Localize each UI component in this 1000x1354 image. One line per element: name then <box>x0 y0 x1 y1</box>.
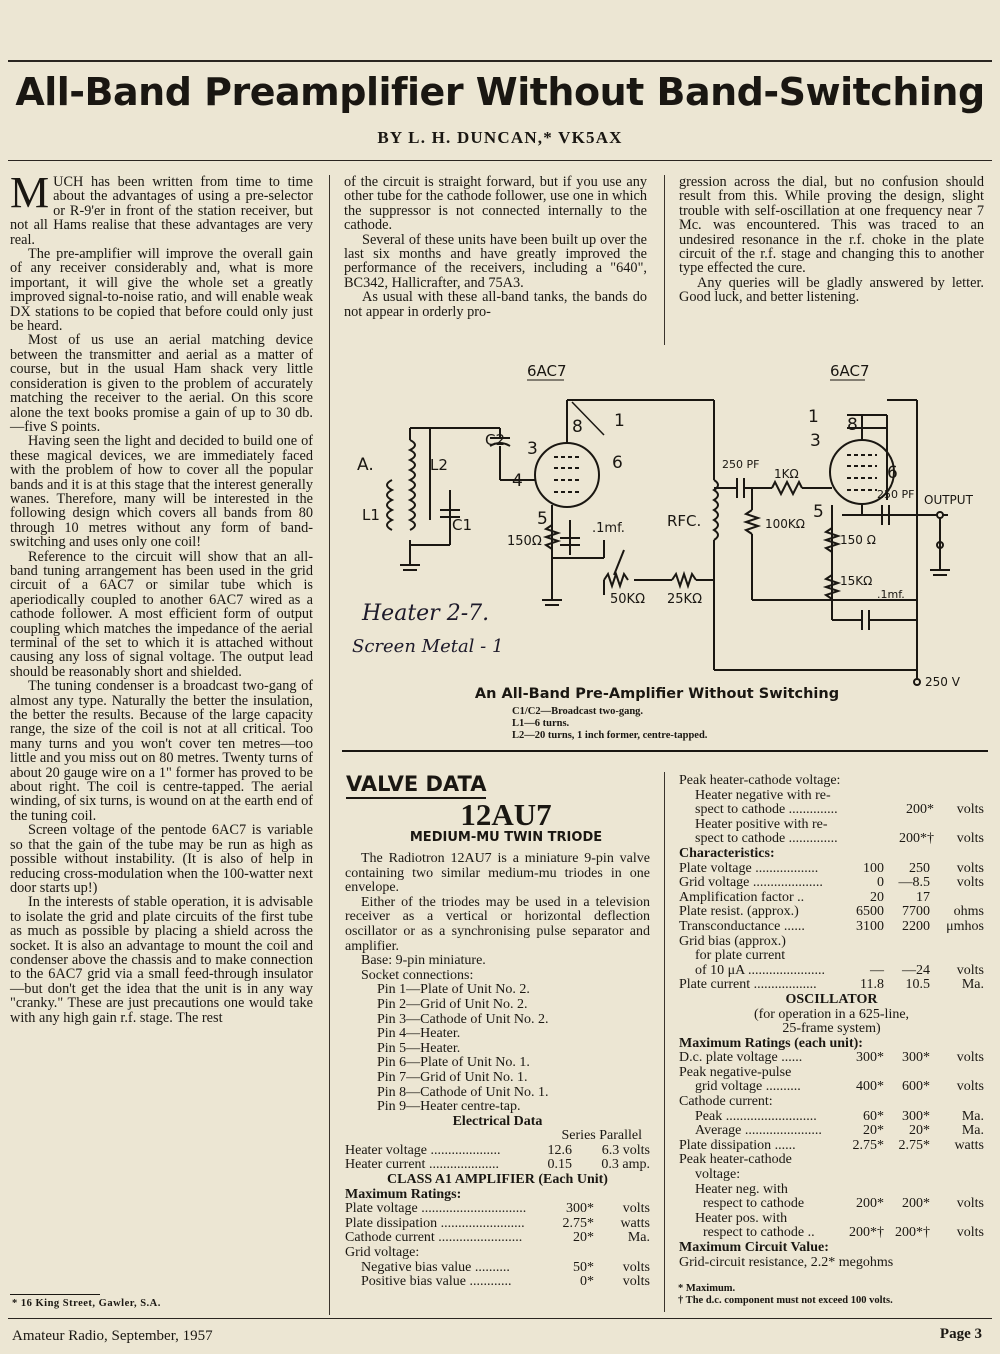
figure-caption: An All-Band Pre-Amplifier Without Switching <box>474 686 840 702</box>
paragraph: The tuning condenser is a broadcast two-gang of almost any type. Naturally the better the insulation, the better the results. Because of the large capacity range, the size of the coil is not at all critical. Too many turns and you won't cover ten metres—too little and you miss out on 80 metres. Twenty turns of about 20 gauge wire on a 1" former has proved to be about right. The coil is centre-tapped. The aerial winding, of six turns, is wound on at the earth end of the tuning coil. <box>10 678 313 824</box>
footer-rule <box>8 1318 992 1319</box>
handwritten-note: Heater 2-7. <box>362 601 490 626</box>
svg-text:5: 5 <box>537 509 548 529</box>
paragraph: Any queries will be gladly answered by letter. Good luck, and better listening. <box>679 274 984 306</box>
svg-text:.1mf.: .1mf. <box>877 588 905 601</box>
page-number: Page 3 <box>939 1326 982 1342</box>
byline: BY L. H. DUNCAN,* VK5AX <box>377 128 623 147</box>
valve-name: 12AU7 <box>460 797 552 832</box>
data-row: Plate dissipation ........................ 2.75* watts <box>345 1215 650 1231</box>
svg-text:L2: L2 <box>430 456 448 474</box>
footnote-rule <box>10 1294 100 1295</box>
title-rule <box>8 160 992 161</box>
section-rule <box>342 750 988 752</box>
valve-footnotes: * Maximum. † The d.c. component must not exceed 100 volts. <box>678 1283 893 1306</box>
data-row: Positive bias value ............ 0* volts <box>361 1274 650 1290</box>
top-rule <box>8 60 992 62</box>
pin-list: Pin 1—Plate of Unit No. 2. Pin 2—Grid of Unit No. 2. Pin 3—Cathode of Unit No. 2. Pin 4—Heater. Pin 5—Heater. Pin 6—Plate of Unit No. 1. Pin 7—Grid of Unit No. 1. Pin 8—Cathode of Unit No. 1. Pin 9—Heater centre-tap. <box>377 982 549 1115</box>
svg-text:C1: C1 <box>452 516 473 534</box>
paragraph-intro: MUCH has been written from time to time about the advantages of using a pre-selector or R-9'er in front of the station receiver, but not all Hams realise that these advantages are very real. <box>10 168 313 248</box>
paragraph: The pre-amplifier will improve the overall gain of any receiver considerably and, what is more important, it will give the whole set a greatly improved signal-to-noise ratio, and will enable weak DX stations to be copied that before could only just be heard. <box>10 246 313 335</box>
column-divider <box>329 175 330 1315</box>
tube1-label: 6AC7 <box>527 362 567 380</box>
author-footnote: * 16 King Street, Gawler, S.A. <box>12 1298 161 1309</box>
paragraph: In the interests of stable operation, it is advisable to isolate the grid and plate circuits of the first tube as much as possible by placing a shield across the socket. It is also an advantage to mount the coil and condenser above the chassis and to make connection to the 6AC7 grid via a small feed-through insulator—but don't get the idea that the unit is in any way "cranky." These are just precautions one would take with any high gain r.f. stage. The rest <box>10 894 313 1026</box>
svg-text:1KΩ: 1KΩ <box>774 467 799 481</box>
svg-text:5: 5 <box>813 502 824 522</box>
data-row: Cathode current ........................ 20* Ma. <box>345 1230 650 1246</box>
tube1-envelope <box>535 443 599 507</box>
svg-text:15KΩ: 15KΩ <box>840 574 873 588</box>
valve-data-heading: VALVE DATA <box>346 772 486 799</box>
svg-text:.1mf.: .1mf. <box>592 521 625 536</box>
paragraph: Screen voltage of the pentode 6AC7 is variable so that the gain of the tube may be run as high as possible without instability. (It is also of help in reducing cross-modulation when the 100-watter next door starts up!) <box>10 822 313 896</box>
column-3 <box>679 175 984 305</box>
valve-data-col-a: The Radiotron 12AU7 is a miniature 9-pin valve containing two similar medium-mu triodes in one envelope. Either of the triodes may be used in a television receiver as a vertical or horizontal deflection oscillator or as a synchronising pulse separator and amplifier. Base: 9-pin miniature. Socket connections: Pin 1—Plate of Unit No. 2. Pin 2—Grid of Unit No. 2. Pin 3—Cathode of Unit No. 2. Pin 4—Heater. Pin 5—Heater. Pin 6—Plate of Unit No. 1. Pin 7—Grid of Unit No. 1. Pin 8—Cathode of Unit No. 1. Pin 9—Heater centre-tap. Electrical Data Series Parallel Heater voltage .................... 12.6 6.3 volts Heater current .................... 0.15 0.3 amp. CLASS A1 AMPLIFIER (Each Unit) Maximum Ratings: Plate voltage .............................. 300* volts Plate dissipation ........................ 2.75* watts Cathode current ........................ 20* Ma. Grid voltage: Negative bias value .......... 50* volts Positive bias value ............ 0* volts <box>345 851 650 1290</box>
paragraph: Having seen the light and decided to build one of these magical devices, we are immediately faced with the problem of how to cover all the popular bands and it is at this stage that the interest generally wanes. Therefore, many will be interested in the following design which covers all bands from 80 through 10 metres without any form of band-switching and uses only one coil! <box>10 433 313 551</box>
svg-text:C2: C2 <box>485 431 506 449</box>
tube2-label: 6AC7 <box>830 362 870 380</box>
valve-data-col-b: Peak heater-cathode voltage: Heater negative with re- spect to cathode .............. 200* volts Heater positive with re- spect to cathode .............. 200*† volts Characteristics: Plate voltage .................. 100 250 volts Grid voltage .................... 0 —8.5 volts Amplification factor .. 20 17 Plate resist. (approx.) 6500 7700 ohms Transconductance ...... 3100 2200 μmhos Grid bias (approx.) for plate current of 10 μA ...................... — —24 volts Plate current .................. 11.8 10.5 Ma. OSCILLATOR (for operation in a 625-line, 25-frame system) Maximum Ratings (each unit): D.c. plate voltage ...... 300* 300* volts Peak negative-pulse grid voltage .......... 400* 600* volts Cathode current: Peak .......................... 60* 300* Ma. Average ...................... 20* 20* Ma. Plate dissipation ...... 2.75* 2.75* watts Peak heater-cathode voltage: Heater neg. with respect to cathode 200* 200* volts Heater pos. with respect to cathode .. 200*† 200*† volts Maximum Circuit Value: Grid-circuit resistance, 2.2* megohms <box>679 773 984 1270</box>
svg-text:6: 6 <box>612 453 623 473</box>
svg-text:100KΩ: 100KΩ <box>765 517 805 531</box>
svg-text:RFC.: RFC. <box>667 512 702 530</box>
svg-text:6: 6 <box>887 463 898 483</box>
coil-l1 <box>387 480 392 530</box>
coil-l2 <box>410 440 415 530</box>
column-2 <box>344 175 647 319</box>
paragraph: Several of these units have been built up over the last six months and have greatly improved the performance of the receivers, including a "640", BC342, Hallicrafter, and 75A3. <box>344 231 647 291</box>
drop-cap: M <box>10 168 50 217</box>
svg-text:50KΩ: 50KΩ <box>610 592 646 607</box>
svg-text:1: 1 <box>808 407 819 427</box>
paragraph: As usual with these all-band tanks, the bands do not appear in orderly pro- <box>344 289 647 320</box>
column-1 <box>10 168 313 1026</box>
paragraph: Most of us use an aerial matching device between the transmitter and aerial as a matter of course, but in the usual Ham shack very little consideration is given to the problem of accurately matching the receiver to the aerial. On this score alone the text books promise a gain of up to 30 db.—five S points. <box>10 332 313 435</box>
handwritten-note: Screen Metal - 1 <box>352 636 504 657</box>
column-divider <box>664 175 665 345</box>
data-row: Heater current .................... 0.15 0.3 amp. <box>345 1157 650 1173</box>
data-row: Heater voltage .................... 12.6 6.3 volts <box>345 1142 650 1158</box>
paragraph: Reference to the circuit will show that an all-band tuning arrangement has been used in the grid circuit of a 6AC7 or similar tube which is aperiodically coupled to another 6AC7 wired as a cathode follower. A most efficient form of output coupling which matches the impedance of the aerial terminal of the set to which it is attached without causing any loss of signal voltage. The output lead should be reasonably short and shielded. <box>10 548 313 680</box>
data-row: Negative bias value .......... 50* volts <box>361 1259 650 1275</box>
footer-publication: Amateur Radio, September, 1957 <box>12 1328 213 1344</box>
svg-text:250 V: 250 V <box>925 675 960 689</box>
svg-text:OUTPUT: OUTPUT <box>924 493 973 507</box>
svg-text:250 PF: 250 PF <box>877 488 915 501</box>
svg-text:250 PF: 250 PF <box>722 458 760 471</box>
paragraph: of the circuit is straight forward, but if you use any other tube for the cathode follower, use one in which the suppressor is not connected internally to the cathode. <box>344 174 647 234</box>
valve-subtitle: MEDIUM-MU TWIN TRIODE <box>409 830 603 845</box>
data-row: Plate voltage .............................. 300* volts <box>345 1201 650 1217</box>
svg-text:8: 8 <box>572 417 583 437</box>
svg-text:A.: A. <box>357 455 374 475</box>
svg-text:8: 8 <box>847 415 858 435</box>
svg-text:1: 1 <box>614 411 625 431</box>
svg-text:4: 4 <box>512 471 523 491</box>
circuit-schematic <box>342 360 992 690</box>
article-title: All-Band Preamplifier Without Band-Switching <box>15 70 985 114</box>
paragraph: gression across the dial, but no confusion should result from this. While proving the design, slight trouble with self-oscillation at one frequency near 7 Mc. was encountered. This was traced to an undesired resonance in the r.f. choke in the plate circuit of the r.f. stage and changing this to another type effected the cure. <box>679 174 984 277</box>
svg-text:25KΩ: 25KΩ <box>667 592 703 607</box>
column-divider <box>664 772 665 1312</box>
svg-text:150 Ω: 150 Ω <box>840 533 876 547</box>
svg-text:3: 3 <box>810 431 821 451</box>
svg-text:L1: L1 <box>362 506 380 524</box>
svg-text:150Ω: 150Ω <box>507 534 542 549</box>
svg-text:3: 3 <box>527 439 538 459</box>
paragraph: The Radiotron 12AU7 is a miniature 9-pin valve containing two similar medium-mu triodes in one envelope. <box>345 851 650 896</box>
paragraph: Either of the triodes may be used in a television receiver as a vertical or horizontal deflection oscillator or as a synchronising pulse separator and amplifier. <box>345 894 650 954</box>
figure-notes: C1/C2—Broadcast two-gang. L1—6 turns. L2—20 turns, 1 inch former, centre-tapped. <box>512 706 708 741</box>
